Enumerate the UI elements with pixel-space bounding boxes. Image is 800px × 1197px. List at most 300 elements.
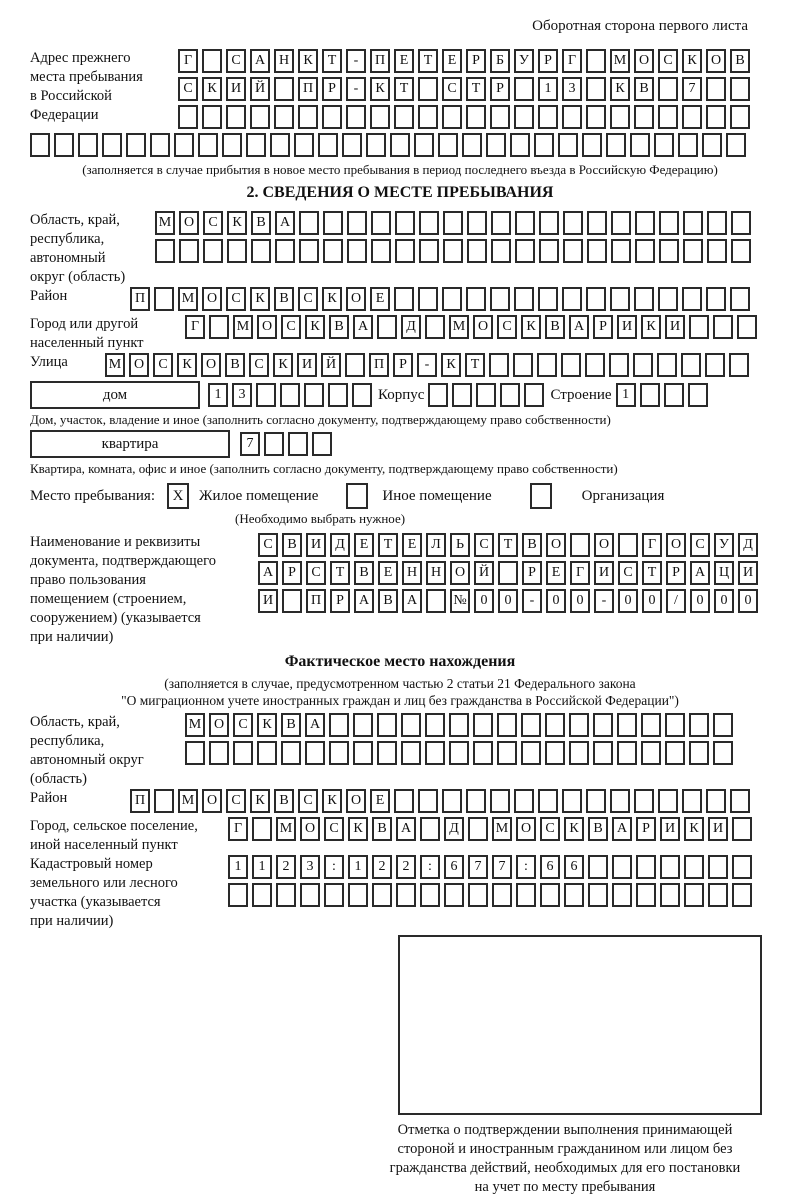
form-cell[interactable] (705, 353, 725, 377)
form-cell[interactable] (635, 239, 655, 263)
form-cell[interactable] (490, 789, 510, 813)
form-cell[interactable]: Г (185, 315, 205, 339)
form-cell[interactable] (630, 133, 650, 157)
form-cell[interactable] (678, 133, 698, 157)
form-cell[interactable]: М (105, 353, 125, 377)
form-cell[interactable] (226, 105, 246, 129)
form-cell[interactable] (323, 211, 343, 235)
form-cell[interactable]: Р (466, 49, 486, 73)
form-cell[interactable] (282, 589, 302, 613)
form-cell[interactable] (102, 133, 122, 157)
form-cell[interactable] (500, 383, 520, 407)
form-cell[interactable] (348, 883, 368, 907)
form-cell[interactable]: 6 (564, 855, 584, 879)
form-cell[interactable] (275, 239, 295, 263)
form-cell[interactable] (737, 315, 757, 339)
form-cell[interactable] (418, 105, 438, 129)
form-cell[interactable] (611, 239, 631, 263)
form-cell[interactable] (524, 383, 544, 407)
form-cell[interactable] (443, 211, 463, 235)
form-cell[interactable]: Р (322, 77, 342, 101)
form-cell[interactable] (377, 315, 397, 339)
form-cell[interactable]: Д (330, 533, 350, 557)
form-cell[interactable]: С (306, 561, 326, 585)
form-cell[interactable]: К (177, 353, 197, 377)
form-cell[interactable]: О (179, 211, 199, 235)
form-cell[interactable] (689, 741, 709, 765)
form-cell[interactable] (329, 741, 349, 765)
form-cell[interactable] (731, 211, 751, 235)
form-cell[interactable]: С (658, 49, 678, 73)
form-cell[interactable] (323, 239, 343, 263)
form-cell[interactable] (372, 883, 392, 907)
form-cell[interactable]: : (420, 855, 440, 879)
form-cell[interactable]: 7 (492, 855, 512, 879)
form-cell[interactable]: Н (426, 561, 446, 585)
form-cell[interactable]: 2 (276, 855, 296, 879)
form-cell[interactable] (329, 713, 349, 737)
form-cell[interactable] (586, 105, 606, 129)
form-cell[interactable] (312, 432, 332, 456)
form-cell[interactable]: К (610, 77, 630, 101)
form-cell[interactable]: С (474, 533, 494, 557)
form-cell[interactable] (732, 817, 752, 841)
form-cell[interactable] (539, 239, 559, 263)
form-cell[interactable]: С (258, 533, 278, 557)
form-cell[interactable]: Т (418, 49, 438, 73)
form-cell[interactable]: Т (322, 49, 342, 73)
form-cell[interactable]: В (730, 49, 750, 73)
form-cell[interactable]: С (226, 287, 246, 311)
form-cell[interactable] (606, 133, 626, 157)
form-cell[interactable] (300, 883, 320, 907)
form-cell[interactable]: О (666, 533, 686, 557)
form-cell[interactable] (420, 817, 440, 841)
form-cell[interactable] (732, 883, 752, 907)
form-cell[interactable] (729, 353, 749, 377)
form-cell[interactable]: К (684, 817, 704, 841)
form-cell[interactable] (252, 817, 272, 841)
form-cell[interactable] (682, 789, 702, 813)
form-cell[interactable] (377, 713, 397, 737)
form-cell[interactable] (498, 561, 518, 585)
form-cell[interactable] (514, 105, 534, 129)
form-cell[interactable] (155, 239, 175, 263)
form-cell[interactable] (593, 713, 613, 737)
form-cell[interactable]: С (233, 713, 253, 737)
form-cell[interactable] (428, 383, 448, 407)
form-cell[interactable] (497, 741, 517, 765)
form-cell[interactable]: К (305, 315, 325, 339)
form-cell[interactable]: О (516, 817, 536, 841)
form-cell[interactable] (257, 741, 277, 765)
form-cell[interactable]: Р (490, 77, 510, 101)
form-cell[interactable]: О (473, 315, 493, 339)
form-cell[interactable]: Н (274, 49, 294, 73)
form-cell[interactable]: К (564, 817, 584, 841)
form-cell[interactable]: Г (178, 49, 198, 73)
form-cell[interactable] (185, 741, 205, 765)
form-cell[interactable]: Е (370, 287, 390, 311)
form-cell[interactable]: 0 (570, 589, 590, 613)
form-cell[interactable]: А (305, 713, 325, 737)
form-cell[interactable]: О (346, 789, 366, 813)
form-cell[interactable]: Д (738, 533, 758, 557)
form-cell[interactable] (347, 211, 367, 235)
form-cell[interactable] (611, 211, 631, 235)
form-cell[interactable]: К (441, 353, 461, 377)
form-cell[interactable] (366, 133, 386, 157)
form-cell[interactable]: О (346, 287, 366, 311)
form-cell[interactable]: В (225, 353, 245, 377)
form-cell[interactable]: С (497, 315, 517, 339)
form-cell[interactable]: О (129, 353, 149, 377)
form-cell[interactable] (449, 741, 469, 765)
form-cell[interactable]: О (706, 49, 726, 73)
form-cell[interactable] (660, 855, 680, 879)
form-cell[interactable]: М (449, 315, 469, 339)
form-cell[interactable]: 1 (252, 855, 272, 879)
checkbox-zhiloe[interactable]: X (167, 483, 189, 509)
form-cell[interactable] (178, 105, 198, 129)
form-cell[interactable] (612, 883, 632, 907)
form-cell[interactable]: : (516, 855, 536, 879)
form-cell[interactable] (707, 239, 727, 263)
form-cell[interactable] (426, 589, 446, 613)
form-cell[interactable]: А (612, 817, 632, 841)
form-cell[interactable] (684, 855, 704, 879)
form-cell[interactable]: И (665, 315, 685, 339)
form-cell[interactable] (394, 287, 414, 311)
form-cell[interactable]: 1 (228, 855, 248, 879)
form-cell[interactable] (490, 287, 510, 311)
form-cell[interactable] (246, 133, 266, 157)
form-cell[interactable] (563, 211, 583, 235)
form-cell[interactable]: А (569, 315, 589, 339)
form-cell[interactable]: С (226, 49, 246, 73)
form-cell[interactable]: И (306, 533, 326, 557)
form-cell[interactable]: К (682, 49, 702, 73)
form-cell[interactable]: Е (546, 561, 566, 585)
form-cell[interactable] (513, 353, 533, 377)
form-cell[interactable] (280, 383, 300, 407)
form-cell[interactable] (371, 239, 391, 263)
form-cell[interactable]: 1 (616, 383, 636, 407)
form-cell[interactable] (658, 287, 678, 311)
form-cell[interactable]: И (258, 589, 278, 613)
form-cell[interactable] (473, 713, 493, 737)
form-cell[interactable] (370, 105, 390, 129)
form-cell[interactable]: К (257, 713, 277, 737)
form-cell[interactable]: Г (562, 49, 582, 73)
form-cell[interactable] (561, 353, 581, 377)
form-cell[interactable]: 7 (468, 855, 488, 879)
form-cell[interactable] (641, 741, 661, 765)
form-cell[interactable] (342, 133, 362, 157)
form-cell[interactable]: П (369, 353, 389, 377)
form-cell[interactable]: И (708, 817, 728, 841)
form-cell[interactable]: - (346, 49, 366, 73)
form-cell[interactable] (497, 713, 517, 737)
form-cell[interactable] (713, 713, 733, 737)
form-cell[interactable] (617, 741, 637, 765)
form-cell[interactable]: Ь (450, 533, 470, 557)
form-cell[interactable] (708, 855, 728, 879)
form-cell[interactable] (154, 789, 174, 813)
form-cell[interactable] (562, 105, 582, 129)
form-cell[interactable] (689, 315, 709, 339)
form-cell[interactable] (154, 287, 174, 311)
form-cell[interactable] (264, 432, 284, 456)
form-cell[interactable]: Р (593, 315, 613, 339)
form-cell[interactable]: А (690, 561, 710, 585)
form-cell[interactable] (401, 713, 421, 737)
form-cell[interactable]: 1 (208, 383, 228, 407)
form-cell[interactable]: О (202, 287, 222, 311)
form-cell[interactable]: И (226, 77, 246, 101)
form-cell[interactable] (449, 713, 469, 737)
form-cell[interactable] (610, 105, 630, 129)
form-cell[interactable]: - (417, 353, 437, 377)
checkbox-organizatsiya[interactable] (530, 483, 552, 509)
form-cell[interactable] (304, 383, 324, 407)
form-cell[interactable] (353, 713, 373, 737)
form-cell[interactable]: - (522, 589, 542, 613)
form-cell[interactable] (707, 211, 727, 235)
form-cell[interactable]: В (545, 315, 565, 339)
form-cell[interactable] (396, 883, 416, 907)
form-cell[interactable] (708, 883, 728, 907)
form-cell[interactable] (730, 287, 750, 311)
form-cell[interactable]: Р (666, 561, 686, 585)
form-cell[interactable] (179, 239, 199, 263)
form-cell[interactable] (587, 239, 607, 263)
form-cell[interactable]: М (233, 315, 253, 339)
form-cell[interactable] (731, 239, 751, 263)
form-cell[interactable] (706, 789, 726, 813)
form-cell[interactable]: - (346, 77, 366, 101)
form-cell[interactable] (585, 353, 605, 377)
form-cell[interactable]: Т (378, 533, 398, 557)
form-cell[interactable] (318, 133, 338, 157)
form-cell[interactable]: - (594, 589, 614, 613)
form-cell[interactable] (726, 133, 746, 157)
form-cell[interactable]: О (634, 49, 654, 73)
form-cell[interactable]: А (258, 561, 278, 585)
form-cell[interactable] (126, 133, 146, 157)
form-cell[interactable] (610, 789, 630, 813)
form-cell[interactable] (658, 105, 678, 129)
form-cell[interactable]: 0 (714, 589, 734, 613)
form-cell[interactable] (442, 105, 462, 129)
form-cell[interactable] (442, 287, 462, 311)
form-cell[interactable] (593, 741, 613, 765)
form-cell[interactable] (609, 353, 629, 377)
form-cell[interactable] (276, 883, 296, 907)
form-cell[interactable] (353, 741, 373, 765)
form-cell[interactable] (394, 789, 414, 813)
form-cell[interactable] (732, 855, 752, 879)
form-cell[interactable] (288, 432, 308, 456)
form-cell[interactable] (634, 789, 654, 813)
form-cell[interactable] (683, 211, 703, 235)
form-cell[interactable] (682, 287, 702, 311)
form-cell[interactable] (730, 77, 750, 101)
form-cell[interactable] (640, 383, 660, 407)
form-cell[interactable] (545, 741, 565, 765)
form-cell[interactable]: О (201, 353, 221, 377)
form-cell[interactable]: 7 (240, 432, 260, 456)
form-cell[interactable] (414, 133, 434, 157)
form-cell[interactable]: О (209, 713, 229, 737)
form-cell[interactable]: О (202, 789, 222, 813)
form-cell[interactable]: К (322, 287, 342, 311)
kvartira-box[interactable]: квартира (30, 430, 230, 458)
form-cell[interactable] (634, 105, 654, 129)
form-cell[interactable] (78, 133, 98, 157)
form-cell[interactable] (538, 105, 558, 129)
form-cell[interactable]: М (178, 287, 198, 311)
form-cell[interactable]: С (540, 817, 560, 841)
form-cell[interactable] (514, 77, 534, 101)
form-cell[interactable] (657, 353, 677, 377)
form-cell[interactable] (610, 287, 630, 311)
checkbox-inoe[interactable] (346, 483, 368, 509)
form-cell[interactable] (683, 239, 703, 263)
form-cell[interactable] (586, 77, 606, 101)
form-cell[interactable]: С (153, 353, 173, 377)
form-cell[interactable]: Е (394, 49, 414, 73)
form-cell[interactable] (150, 133, 170, 157)
form-cell[interactable] (521, 741, 541, 765)
form-cell[interactable] (346, 105, 366, 129)
form-cell[interactable] (586, 287, 606, 311)
form-cell[interactable]: Л (426, 533, 446, 557)
form-cell[interactable] (294, 133, 314, 157)
form-cell[interactable] (345, 353, 365, 377)
form-cell[interactable]: 3 (562, 77, 582, 101)
form-cell[interactable] (545, 713, 565, 737)
form-cell[interactable]: Г (570, 561, 590, 585)
form-cell[interactable] (256, 383, 276, 407)
form-cell[interactable] (490, 105, 510, 129)
form-cell[interactable] (174, 133, 194, 157)
form-cell[interactable] (635, 211, 655, 235)
form-cell[interactable] (467, 239, 487, 263)
form-cell[interactable]: К (641, 315, 661, 339)
form-cell[interactable] (660, 883, 680, 907)
form-cell[interactable]: Т (394, 77, 414, 101)
form-cell[interactable] (299, 239, 319, 263)
dom-box[interactable]: дом (30, 381, 200, 409)
form-cell[interactable] (377, 741, 397, 765)
form-cell[interactable] (395, 239, 415, 263)
form-cell[interactable] (713, 315, 733, 339)
form-cell[interactable]: С (281, 315, 301, 339)
form-cell[interactable]: О (450, 561, 470, 585)
form-cell[interactable]: С (442, 77, 462, 101)
form-cell[interactable] (706, 77, 726, 101)
form-cell[interactable] (539, 211, 559, 235)
form-cell[interactable] (516, 883, 536, 907)
form-cell[interactable] (538, 789, 558, 813)
form-cell[interactable]: Т (330, 561, 350, 585)
form-cell[interactable] (587, 211, 607, 235)
form-cell[interactable]: С (298, 287, 318, 311)
form-cell[interactable]: 0 (498, 589, 518, 613)
form-cell[interactable] (491, 211, 511, 235)
form-cell[interactable] (562, 287, 582, 311)
form-cell[interactable]: К (521, 315, 541, 339)
form-cell[interactable] (198, 133, 218, 157)
form-cell[interactable] (54, 133, 74, 157)
form-cell[interactable] (305, 741, 325, 765)
form-cell[interactable]: К (202, 77, 222, 101)
form-cell[interactable] (570, 533, 590, 557)
form-cell[interactable] (492, 883, 512, 907)
form-cell[interactable] (270, 133, 290, 157)
form-cell[interactable]: К (227, 211, 247, 235)
form-cell[interactable] (274, 105, 294, 129)
form-cell[interactable]: М (492, 817, 512, 841)
form-cell[interactable]: И (617, 315, 637, 339)
form-cell[interactable] (30, 133, 50, 157)
form-cell[interactable]: В (329, 315, 349, 339)
form-cell[interactable]: А (402, 589, 422, 613)
form-cell[interactable] (328, 383, 348, 407)
form-cell[interactable] (540, 883, 560, 907)
form-cell[interactable] (202, 105, 222, 129)
form-cell[interactable]: П (130, 287, 150, 311)
form-cell[interactable]: С (690, 533, 710, 557)
form-cell[interactable]: В (378, 589, 398, 613)
form-cell[interactable] (510, 133, 530, 157)
form-cell[interactable] (665, 741, 685, 765)
form-cell[interactable]: 7 (682, 77, 702, 101)
form-cell[interactable] (730, 105, 750, 129)
form-cell[interactable] (443, 239, 463, 263)
form-cell[interactable]: Е (354, 533, 374, 557)
form-cell[interactable] (250, 105, 270, 129)
form-cell[interactable]: / (666, 589, 686, 613)
form-cell[interactable]: П (298, 77, 318, 101)
form-cell[interactable]: Й (250, 77, 270, 101)
form-cell[interactable]: В (354, 561, 374, 585)
form-cell[interactable] (252, 883, 272, 907)
form-cell[interactable]: А (275, 211, 295, 235)
form-cell[interactable]: М (155, 211, 175, 235)
form-cell[interactable]: П (130, 789, 150, 813)
form-cell[interactable] (390, 133, 410, 157)
form-cell[interactable]: Й (321, 353, 341, 377)
form-cell[interactable] (202, 49, 222, 73)
form-cell[interactable] (538, 287, 558, 311)
form-cell[interactable]: И (594, 561, 614, 585)
form-cell[interactable]: Г (228, 817, 248, 841)
form-cell[interactable] (684, 883, 704, 907)
form-cell[interactable] (491, 239, 511, 263)
form-cell[interactable] (371, 211, 391, 235)
form-cell[interactable]: 2 (372, 855, 392, 879)
form-cell[interactable] (438, 133, 458, 157)
form-cell[interactable] (706, 287, 726, 311)
form-cell[interactable]: В (282, 533, 302, 557)
form-cell[interactable]: 0 (642, 589, 662, 613)
form-cell[interactable] (515, 239, 535, 263)
form-cell[interactable]: В (274, 789, 294, 813)
form-cell[interactable]: В (372, 817, 392, 841)
form-cell[interactable] (395, 211, 415, 235)
